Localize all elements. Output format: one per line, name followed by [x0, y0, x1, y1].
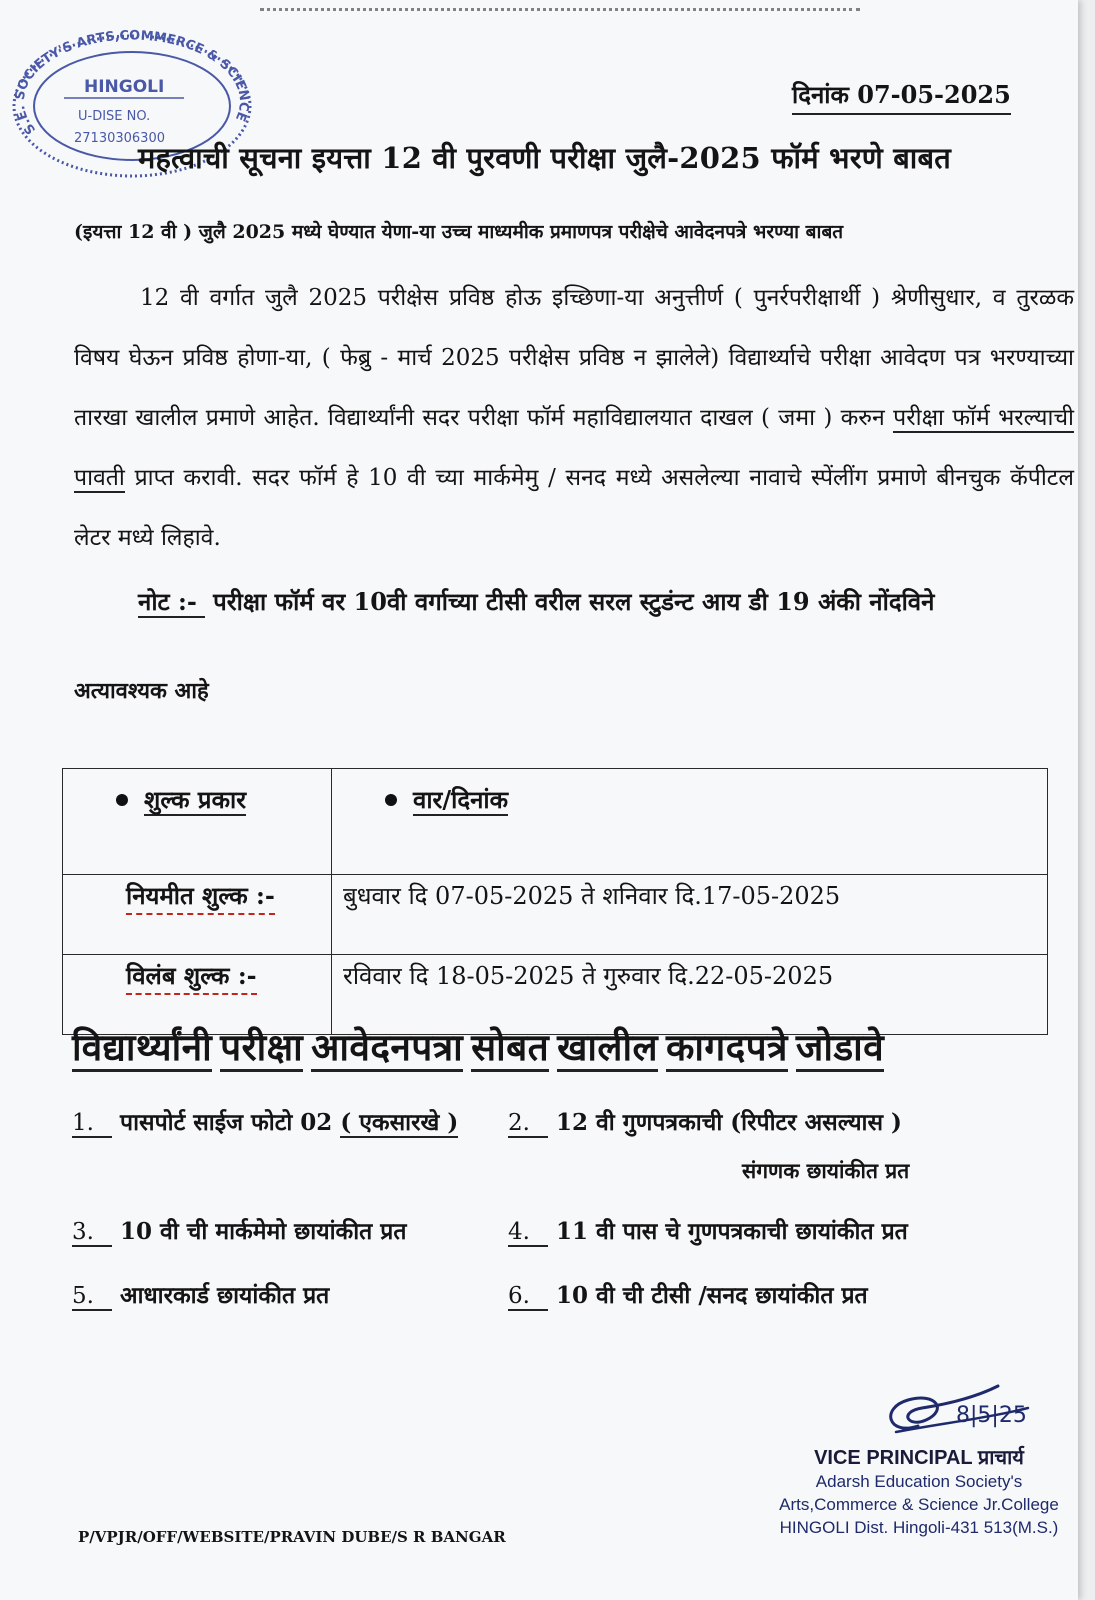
signature-date: 8|5|25 [956, 1403, 1027, 1428]
note-line [138, 585, 934, 618]
document-item-marksheet-12-line2: संगणक छायांकीत प्रत [742, 1158, 910, 1183]
fee-schedule-table [62, 768, 1048, 1035]
paragraph-part1: 12 वी वर्गात जुलै 2025 परीक्षेस प्रविष्ठ होऊ इच्छिणा-या अनुत्तीर्ण ( पुनर्रपरीक्षार्थी ) श्रेणीसुधार, व तुरळक विषय घेऊन प्रविष्ठ होणा-या, ( फेब्रु - मार्च 2025 परीक्षेस प्रविष्ठ न झालेले) विद्यार्थ्याचे परीक्षा आवेदण पत्र भरण्याच्या तारखा खालील प्रमाणे आहेत. विद्यार्थ्यांनी सदर परीक्षा फॉर्म महाविद्यालयात दाखल ( जमा ) करुन [74, 285, 1074, 431]
stamp-code: 27130306300 [74, 131, 165, 146]
document-item-marksheet-11: 4. 11 वी पास चे गुणपत्रकाची छायांकीत प्रत [508, 1218, 908, 1245]
table-row [63, 875, 1048, 955]
document-item-aadhaar: 5. आधारकार्ड छायांकीत प्रत [72, 1282, 330, 1309]
documents-heading [72, 1020, 892, 1071]
table-header-row [63, 769, 1048, 875]
heading-word: विद्यार्थ्यांनी [72, 1025, 212, 1072]
late-fee-dates: रविवार दि 18-05-2025 ते गुरुवार दि.22-05-2025 [343, 962, 834, 990]
heading-word: जोडावे [796, 1025, 884, 1072]
signatory-line1: Adarsh Education Society's [815, 1472, 1023, 1491]
heading-word: परीक्षा [220, 1025, 303, 1072]
stamp-udise: U-DISE NO. [78, 109, 151, 124]
signatory-designation: VICE PRINCIPAL प्राचार्य [814, 1447, 1024, 1469]
stamp-ring-text: S.E. SOCIETY'S ARTS,COMMERCE & SCIENCE [12, 28, 252, 137]
document-item-photo: 1. पासपोर्ट साईज फोटो 02 ( एकसारखे ) [72, 1109, 459, 1136]
note-label: नोट :- [138, 587, 205, 618]
signatory-block [766, 1447, 1072, 1539]
regular-fee-label: नियमीत शुल्क :- [126, 879, 275, 915]
notice-date: दिनांक 07-05-2025 [792, 78, 1011, 115]
main-paragraph [74, 268, 1074, 568]
note-text: परीक्षा फॉर्म वर 10वी वर्गाच्या टीसी वरील सरल स्टुडंन्ट आय डी 19 अंकी नोंदविने [213, 587, 935, 616]
document-item-marksheet-10: 3. 10 वी ची मार्कमेमो छायांकीत प्रत [72, 1218, 407, 1245]
regular-fee-dates: बुधवार दि 07-05-2025 ते शनिवार दि.17-05-2025 [343, 882, 841, 910]
signatory-marathi-title: प्राचार्य [977, 1447, 1024, 1469]
signature-mark [878, 1378, 1058, 1448]
bullet-icon [116, 794, 128, 806]
signatory-line2: Arts,Commerce & Science Jr.College [779, 1495, 1059, 1514]
signatory-line3: HINGOLI Dist. Hingoli-431 513(M.S.) [779, 1518, 1059, 1537]
heading-word: आवेदनपत्रा [311, 1025, 463, 1072]
stamp-city: HINGOLI [84, 77, 165, 97]
heading-word: सोबत [471, 1025, 549, 1072]
header-day-date: वार/दिनांक [413, 785, 509, 814]
heading-word: कागदपत्रे [666, 1025, 788, 1072]
late-fee-label: विलंब शुल्क :- [126, 959, 257, 995]
note-continuation: अत्यावश्यक आहे [74, 678, 209, 704]
header-fee-type: शुल्क प्रकार [144, 785, 247, 814]
bullet-icon [385, 794, 397, 806]
notice-subtitle: (इयत्ता 12 वी ) जुलै 2025 मध्ये घेण्यात येणा-या उच्च माध्यमीक प्रमाणपत्र परीक्षेचे आवेदनपत्रे भरण्या बाबत [74, 221, 844, 243]
notice-title: महत्वाची सूचना इयत्ता 12 वी पुरवणी परीक्षा जुलै-2025 फॉर्म भरणे बाबत [138, 141, 951, 175]
receipt-underlined: परीक्षा फॉर्म भरल्याची पावती [74, 405, 1075, 491]
top-edge-text-fragment [260, 0, 860, 11]
heading-word: खालील [557, 1025, 658, 1072]
paragraph-part2: प्राप्त करावी. सदर फॉर्म हे 10 वी च्या मार्कमेमु / सनद मध्ये असलेल्या नावाचे स्पेंलींग प्रमाणे बीनचुक कॅपीटल लेटर मध्ये लिहावे. [74, 465, 1074, 551]
document-item-marksheet-12: 2. 12 वी गुणपत्रकाची (रिपीटर असल्यास ) [508, 1109, 902, 1136]
document-item-tc: 6. 10 वी ची टीसी /सनद छायांकीत प्रत [508, 1282, 868, 1309]
reference-code: P/VPJR/OFF/WEBSITE/PRAVIN DUBE/S R BANGAR [78, 1528, 506, 1546]
